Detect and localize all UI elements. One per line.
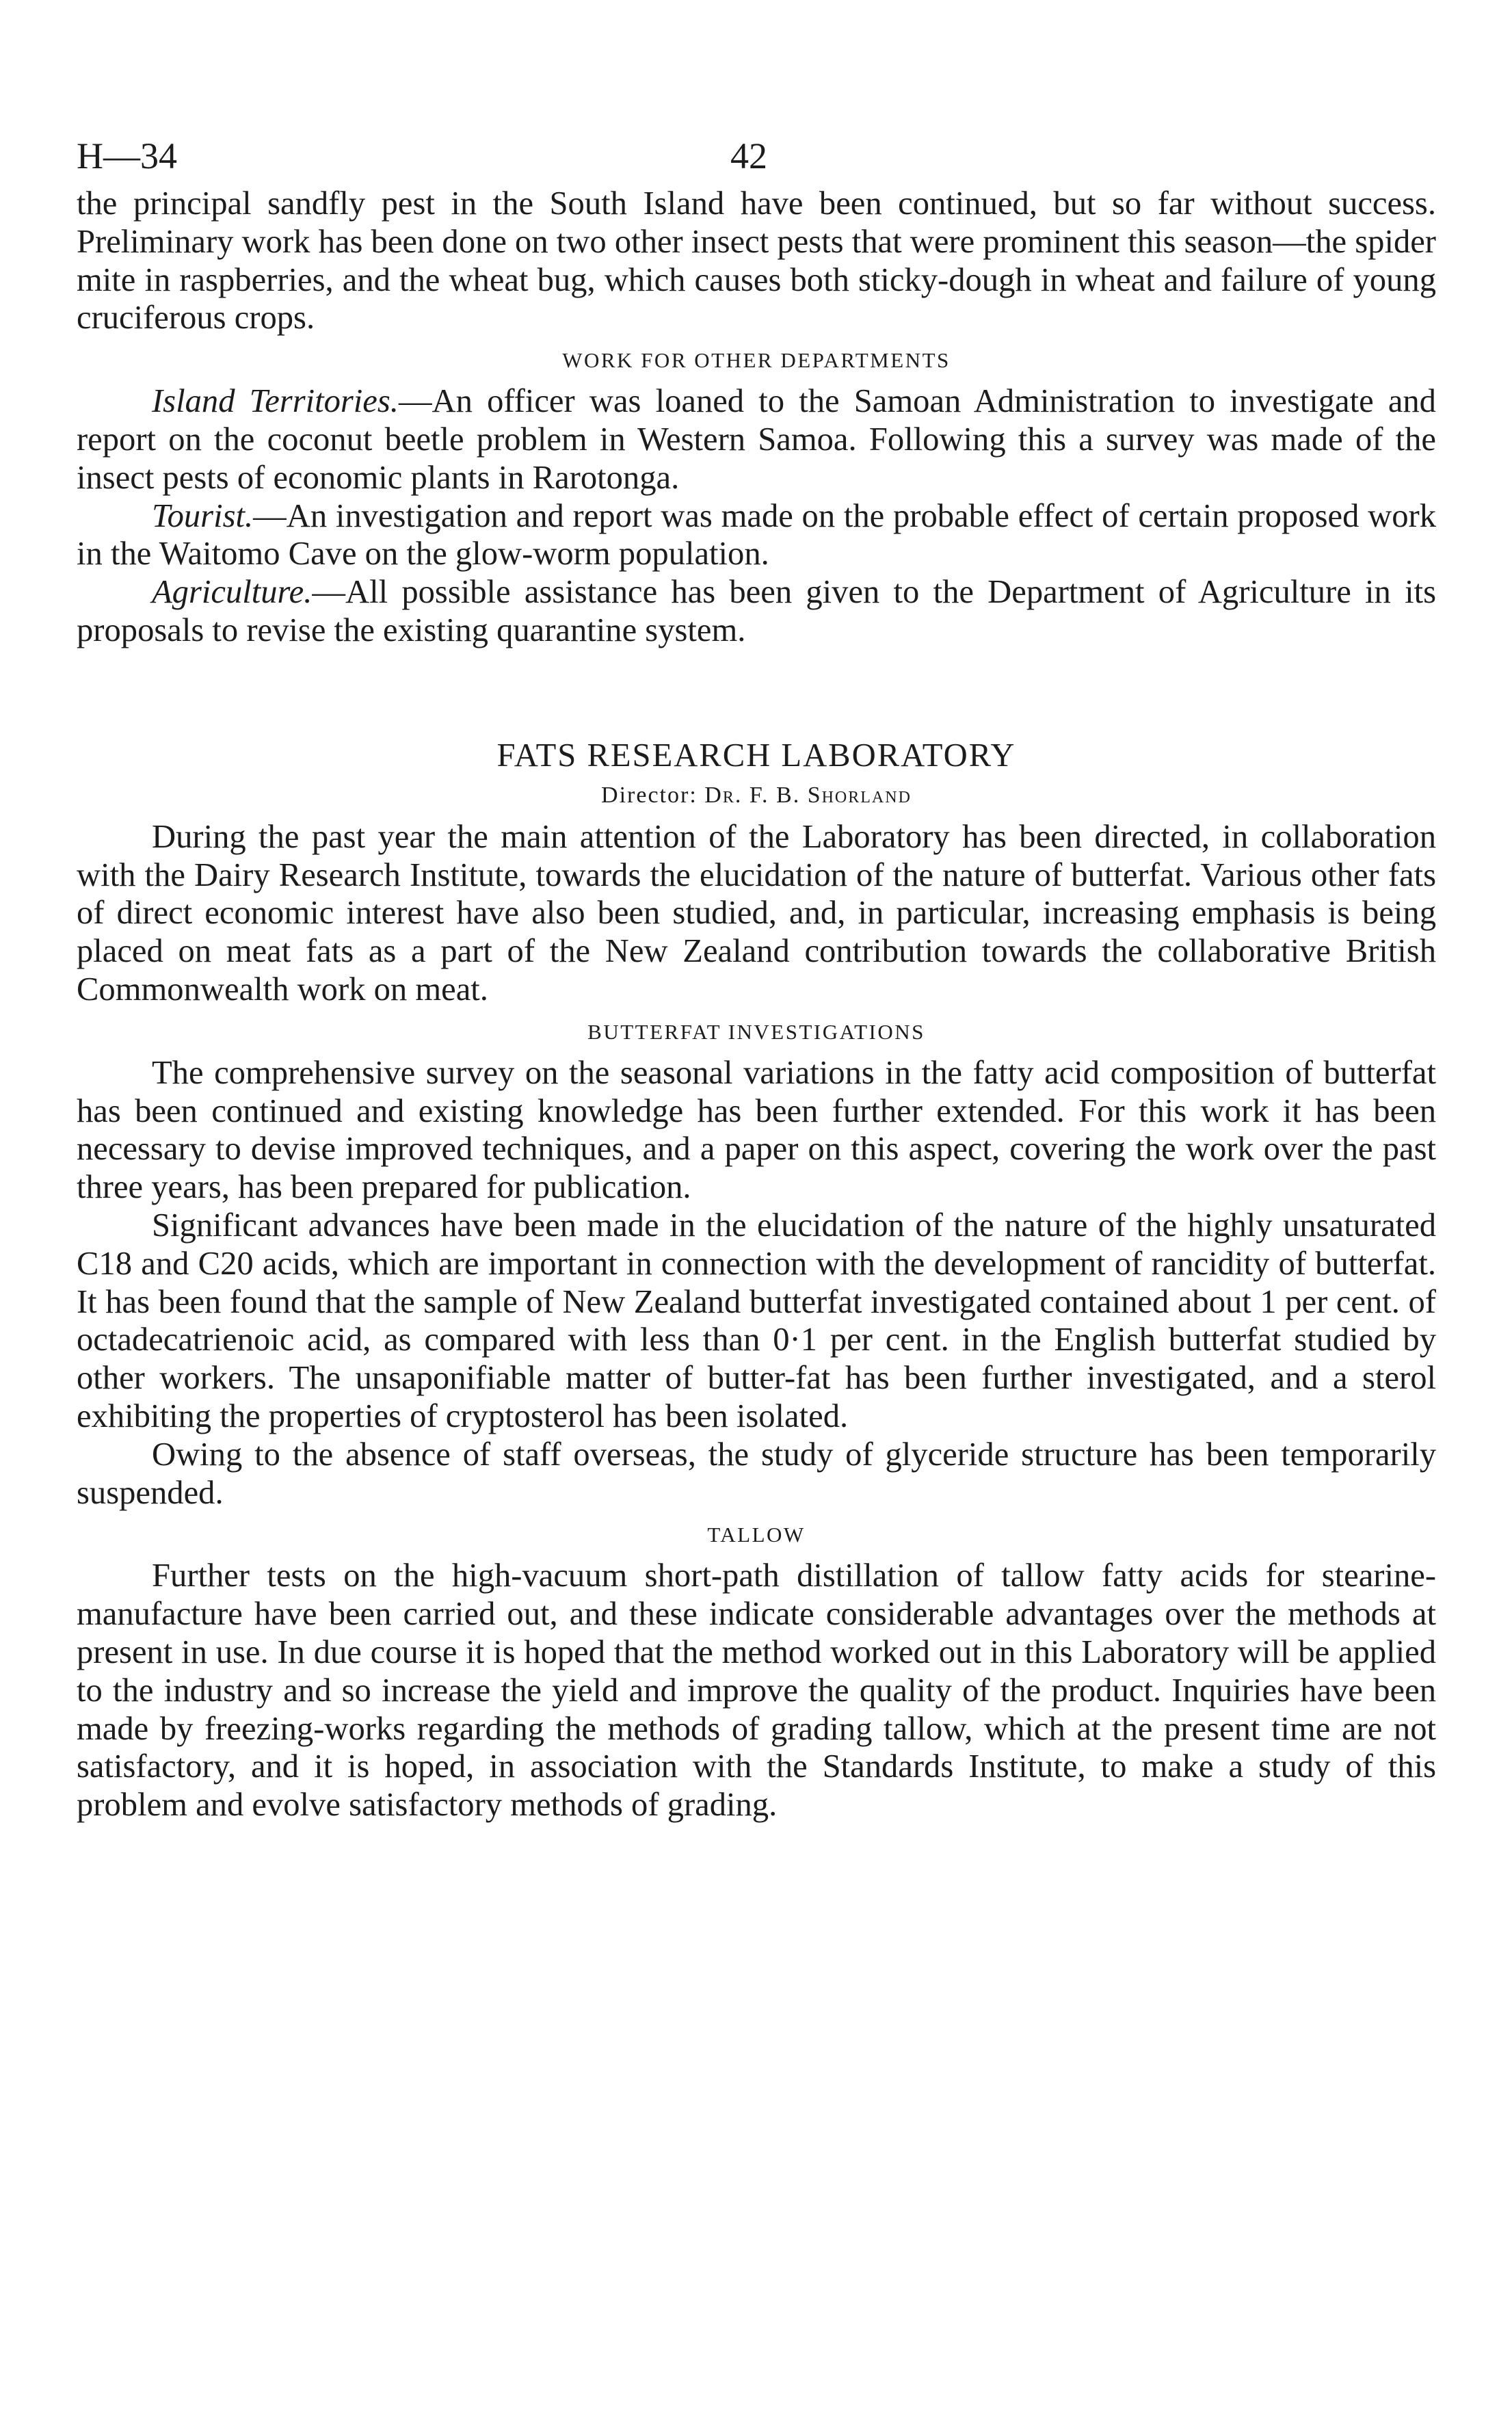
island-territories-text: —An officer was loaned to the Samoan Administration to investigate and report on the coconut beetle problem in Western Samoa. Following this a survey was made of the insect pests of economic plants in Rarotonga. [77, 382, 1436, 496]
butterfat-paragraph-2: Significant advances have been made in the elucidation of the nature of the highly unsaturated C18 and C20 acids, which are important in connection with the development of rancidity of butterfat. It has been found that the sample of New Zealand butterfat investigated contained about 1 per cent. of octadecatrienoic acid, as compared with less than 0·1 per cent. in the English butterfat studied by other workers. The unsaponifiable matter of butter-fat has been further investigated, and a sterol exhibiting the properties of cryptosterol has been isolated. [77, 1206, 1436, 1434]
continuation-paragraph: the principal sandfly pest in the South Island have been continued, but so far without success. Preliminary work has been done on two other insect pests that were prominent this season—the spider mite in raspberries, and the wheat bug, which causes both sticky-dough in wheat and failure of young cruciferous crops. [77, 185, 1436, 337]
report-reference: H—34 [77, 135, 177, 176]
agriculture-paragraph [77, 573, 1436, 650]
running-header [77, 123, 1436, 185]
fats-intro-paragraph: During the past year the main attention of the Laboratory has been directed, in collaboration with the Dairy Research Institute, towards the elucidation of the nature of butterfat. Various other fats of direct economic interest have also been studied, and, in particular, increasing emphasis is being placed on meat fats as a part of the New Zealand contribution towards the collaborative British Commonwealth work on meat. [77, 817, 1436, 1008]
tourist-lead: Tourist. [152, 497, 254, 534]
island-territories-paragraph [77, 382, 1436, 497]
tallow-paragraph: Further tests on the high-vacuum short-path distillation of tallow fatty acids for stearine-manufacture have been carried out, and these indicate considerable advantages over the methods at present in use. In due course it is hoped that the method worked out in this Laboratory will be applied to the industry and so increase the yield and improve the quality of the product. Inquiries have been made by freezing-works regarding the methods of grading tallow, which at the present time are not satisfactory, and it is hoped, in association with the Standards Institute, to make a study of this problem and evolve satisfactory methods of grading. [77, 1557, 1436, 1824]
tourist-text: —An investigation and report was made on the probable effect of certain proposed work in the Waitomo Cave on the glow-worm population. [77, 497, 1436, 573]
director-byline [77, 780, 1436, 811]
butterfat-paragraph-1: The comprehensive survey on the seasonal variations in the fatty acid composition of butterfat has been continued and existing knowledge has been further extended. For this work it has been necessary to devise improved techniques, and a paper on this aspect, covering the work over the past three years, has been prepared for publication. [77, 1053, 1436, 1206]
tallow-heading: TALLOW [707, 1523, 806, 1547]
page-number: 42 [730, 135, 767, 176]
butterfat-investigations-heading: BUTTERFAT INVESTIGATIONS [587, 1019, 925, 1044]
tourist-paragraph [77, 497, 1436, 574]
fats-laboratory-title: FATS RESEARCH LABORATORY [496, 736, 1016, 774]
director-label: Director: [601, 782, 698, 808]
work-for-other-departments-heading: WORK FOR OTHER DEPARTMENTS [562, 348, 951, 373]
butterfat-paragraph-3: Owing to the absence of staff overseas, the study of glyceride structure has been temporarily suspended. [77, 1435, 1436, 1511]
document-page [77, 123, 1436, 1824]
agriculture-text: —All possible assistance has been given to the Department of Agriculture in its proposals to revise the existing quarantine system. [77, 573, 1436, 648]
agriculture-lead: Agriculture. [152, 573, 313, 611]
director-name: Dr. F. B. Shorland [704, 782, 912, 808]
island-territories-lead: Island Territories. [152, 382, 399, 420]
